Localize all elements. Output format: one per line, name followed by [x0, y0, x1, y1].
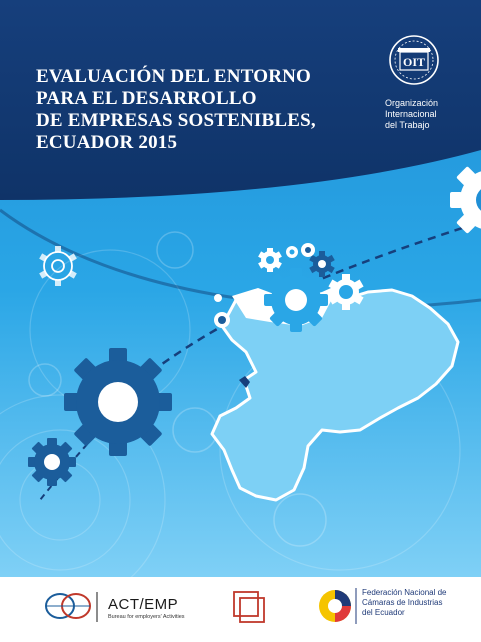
federation-name-line: del Ecuador — [362, 608, 405, 617]
square-logo-icon — [234, 592, 264, 622]
actemp-label: ACT/EMP — [108, 596, 179, 613]
title-line: DE EMPRESAS SOSTENIBLES, — [36, 110, 316, 131]
oit-name-line: Organización — [385, 98, 439, 108]
gear-icon — [64, 348, 172, 456]
gear-icon — [264, 268, 328, 332]
federation-name-line: Cámaras de Industrias — [362, 598, 443, 607]
federation-name — [362, 588, 447, 618]
gear-icon — [214, 294, 222, 302]
federation-logo-icon — [319, 590, 351, 622]
gear-icon — [28, 438, 76, 486]
actemp-logo-icon — [46, 594, 90, 618]
federation-name-line: Federación Nacional de — [362, 588, 447, 597]
title-line: ECUADOR 2015 — [36, 132, 178, 153]
oit-name — [385, 98, 438, 131]
oit-name-line: Internacional — [385, 109, 437, 119]
gear-icon — [301, 243, 315, 257]
gear-icon — [286, 246, 298, 258]
oit-name-line: del Trabajo — [385, 120, 430, 130]
title-line: EVALUACIÓN DEL ENTORNO — [36, 66, 312, 87]
cover-title — [36, 66, 316, 154]
title-line: PARA EL DESARROLLO — [36, 88, 257, 109]
gear-icon — [214, 312, 230, 328]
actemp-subtitle: Bureau for employers' Activities — [108, 614, 185, 620]
oit-emblem-letters: OIT — [402, 55, 426, 69]
